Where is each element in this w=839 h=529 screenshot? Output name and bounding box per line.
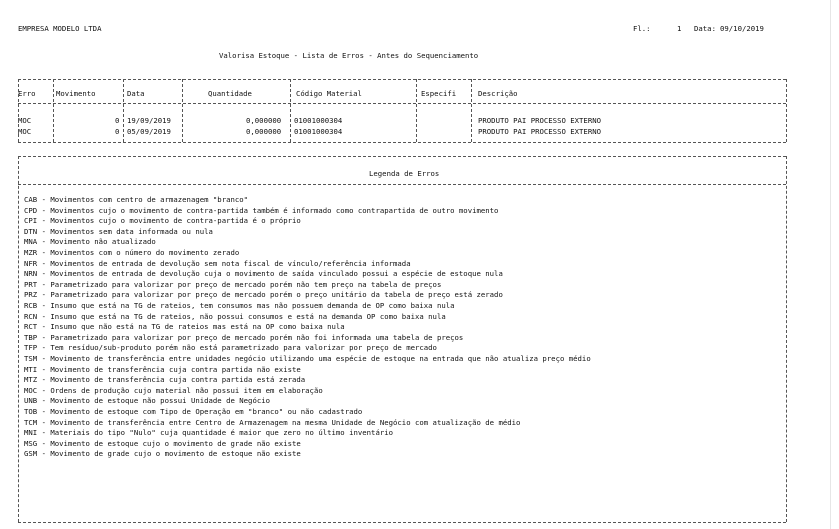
legend-item: CPI - Movimentos cujo o movimento de contra-partida é o próprio [24,216,301,226]
legend-item: TFP - Tem resíduo/sub-produto porém não está parametrizado para valorizar por preço de mercado [24,343,437,353]
col-header-quantidade: Quantidade [208,89,252,98]
table-header-rule [18,103,786,104]
legend-item: PRZ - Parametrizado para valorizar por preço de mercado porém o preço unitário da tabela de preço está zerado [24,290,503,300]
legend-right-border [786,156,787,522]
legend-title: Legenda de Erros [369,169,440,178]
legend-item: GSM - Movimento de grade cujo o movimento de estoque não existe [24,449,301,459]
legend-item: NFR - Movimentos de entrada de devolução sem nota fiscal de vínculo/referência informada [24,258,411,268]
table-col-divider [290,79,291,142]
legend-item: UNB - Movimento de estoque não possui Unidade de Negócio [24,396,271,406]
legend-top-rule [18,156,786,157]
report-title: Valorisa Estoque - Lista de Erros - Antes do Sequenciamento [219,51,479,60]
col-header-descricao: Descrição [478,89,518,98]
table-row-1-descricao: PRODUTO PAI PROCESSO EXTERNO [478,116,602,125]
legend-header-rule [18,184,786,185]
table-bottom-rule [18,142,786,143]
legend-item: TOB - Movimento de estoque com Tipo de Operação em "branco" ou não cadastrado [24,407,363,416]
table-row-2-data: 05/09/2019 [127,127,171,136]
scrollbar-track[interactable] [830,0,831,529]
legend-item: TSM - Movimento de transferência entre unidades negócio utilizando uma espécie de estoque na entrada que não atualiza preço médio [24,354,591,363]
legend-bottom-rule [18,522,786,523]
table-col-divider [53,79,54,142]
table-row-2-descricao: PRODUTO PAI PROCESSO EXTERNO [478,127,602,136]
company-name: EMPRESA MODELO LTDA [18,24,102,33]
table-right-border [786,79,787,142]
table-row-1-codigo: 01001000304 [294,116,343,125]
legend-item: RCT - Insumo que não está na TG de rateios mas está na OP como baixa nula [24,322,345,332]
col-header-especifi: Especifi [421,89,457,98]
table-row-1-movimento: 0 [115,116,120,125]
col-header-movimento: Movimento [56,89,96,98]
table-col-divider [123,79,124,142]
table-row-2-movimento: 0 [115,127,120,136]
legend-item: MZR - Movimentos com o número do movimento zerado [24,248,240,257]
report-date: 09/10/2019 [720,24,764,33]
table-top-rule [18,79,786,80]
page-number: 1 [677,24,682,33]
legend-item: MNI - Materiais do tipo "Nulo" cuja quantidade é maior que zero no último inventário [24,428,394,438]
page-label: Fl.: [633,24,651,33]
legend-item: TCM - Movimento de transferência entre Centro de Armazenagem na mesma Unidade de Negócio com atualização de médio [24,417,521,427]
table-row-2-quantidade: 0,000000 [246,127,282,136]
legend-left-border [18,156,19,522]
legend-item: MTI - Movimento de transferência cuja contra partida não existe [24,364,301,374]
table-row-2-erro: MOC [18,127,32,136]
legend-item: MSG - Movimento de estoque cujo o movimento de grade não existe [24,438,301,448]
legend-item: CAB - Movimentos com centro de armazenagem "branco" [24,195,249,204]
legend-item: TBP - Parametrizado para valorizar por preço de mercado porém não foi informada uma tabela de preços [24,332,464,342]
col-header-data: Data [127,89,145,98]
legend-item: RCN - Insumo que está na TG de rateios, não possui consumos e está na demanda OP como baixa nula [24,311,446,321]
legend-item: RCB - Insumo que está na TG de rateios, tem consumos mas não possuem demanda de OP como baixa nula [24,301,455,310]
col-header-erro: Erro [18,89,36,98]
table-row-2-codigo: 01001000304 [294,127,343,136]
legend-item: CPD - Movimentos cujo o movimento de contra-partida também é informado como contrapartida de outro movimento [24,205,499,215]
col-header-codigo: Código Material [296,89,362,98]
legend-item: NRN - Movimentos de entrada de devolução cuja o movimento de saída vinculado possui a espécie de estoque nula [24,269,503,279]
table-row-1-quantidade: 0,000000 [246,116,282,125]
table-left-border [18,79,19,142]
table-row-1-erro: MOC [18,116,32,125]
table-col-divider [471,79,472,142]
legend-item: MTZ - Movimento de transferência cuja contra partida está zerada [24,375,306,385]
legend-item: DTN - Movimentos sem data informada ou nula [24,226,213,236]
legend-item: PRT - Parametrizado para valorizar por preço de mercado porém não tem preço na tabela de preços [24,279,442,289]
table-col-divider [416,79,417,142]
legend-item: MOC - Ordens de produção cujo material não possui item em elaboração [24,385,323,395]
table-col-divider [182,79,183,142]
table-row-1-data: 19/09/2019 [127,116,171,125]
legend-item: MNA - Movimento não atualizado [24,237,156,247]
date-label: Data: [694,24,716,33]
